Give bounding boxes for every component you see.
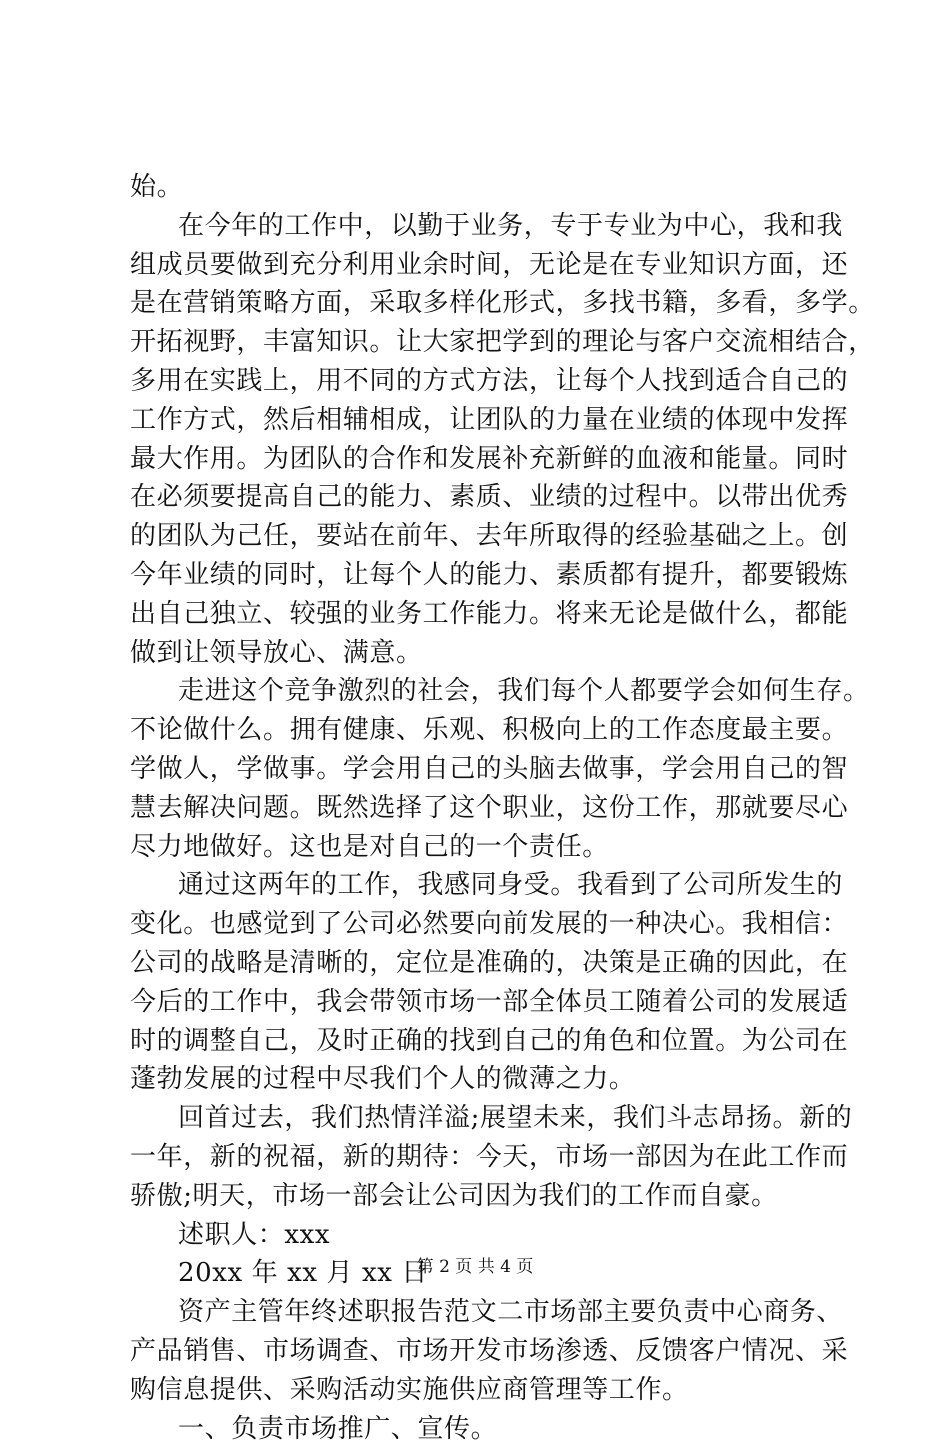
text-line: 做到让领导放心、满意。 <box>130 634 830 673</box>
page-number: 第 2 页 共 4 页 <box>0 1255 950 1279</box>
text-line: 是在营销策略方面，采取多样化形式，多找书籍，多看，多学。 <box>130 284 830 323</box>
text-line: 今后的工作中，我会带领市场一部全体员工随着公司的发展适 <box>130 983 830 1022</box>
paragraph-start-line: 资产主管年终述职报告范文二市场部主要负责中心商务、 <box>130 1293 830 1332</box>
paragraph-start-line: 通过这两年的工作，我感同身受。我看到了公司所发生的 <box>130 866 830 905</box>
text-line: 一年，新的祝福，新的期待：今天，市场一部因为在此工作而 <box>130 1138 830 1177</box>
text-line: 购信息提供、采购活动实施供应商管理等工作。 <box>130 1371 830 1410</box>
text-line: 最大作用。为团队的合作和发展补充新鲜的血液和能量。同时 <box>130 440 830 479</box>
text-line: 的团队为己任，要站在前年、去年所取得的经验基础之上。创 <box>130 517 830 556</box>
text-line: 蓬勃发展的过程中尽我们个人的微薄之力。 <box>130 1060 830 1099</box>
paragraph-start-line: 在今年的工作中，以勤于业务，专于专业为中心，我和我 <box>130 207 830 246</box>
text-line: 慧去解决问题。既然选择了这个职业，这份工作，那就要尽心 <box>130 789 830 828</box>
text-line: 今年业绩的同时，让每个人的能力、素质都有提升，都要锻炼 <box>130 556 830 595</box>
section-heading-line: 一、负责市场推广、宣传。 <box>130 1410 830 1448</box>
paragraph-start-line: 回首过去，我们热情洋溢;展望未来，我们斗志昂扬。新的 <box>130 1099 830 1138</box>
text-line: 骄傲;明天，市场一部会让公司因为我们的工作而自豪。 <box>130 1177 830 1216</box>
text-line: 不论做什么。拥有健康、乐观、积极向上的工作态度最主要。 <box>130 711 830 750</box>
text-line: 始。 <box>130 168 830 207</box>
text-line: 学做人，学做事。学会用自己的头脑去做事，学会用自己的智 <box>130 750 830 789</box>
text-line: 尽力地做好。这也是对自己的一个责任。 <box>130 828 830 867</box>
paragraph-start-line: 走进这个竞争激烈的社会，我们每个人都要学会如何生存。 <box>130 672 830 711</box>
text-line: 开拓视野，丰富知识。让大家把学到的理论与客户交流相结合， <box>130 323 830 362</box>
text-line: 组成员要做到充分利用业余时间，无论是在专业知识方面，还 <box>130 246 830 285</box>
text-line: 多用在实践上，用不同的方式方法，让每个人找到适合自己的 <box>130 362 830 401</box>
date-line: 20xx 年 xx 月 xx 日 <box>130 1254 830 1293</box>
text-line: 时的调整自己，及时正确的找到自己的角色和位置。为公司在 <box>130 1022 830 1061</box>
text-line: 工作方式，然后相辅相成，让团队的力量在业绩的体现中发挥 <box>130 401 830 440</box>
signature-line: 述职人：xxx <box>130 1216 830 1255</box>
text-line: 公司的战略是清晰的，定位是准确的，决策是正确的因此，在 <box>130 944 830 983</box>
text-line: 产品销售、市场调查、市场开发市场渗透、反馈客户情况、采 <box>130 1332 830 1371</box>
text-line: 在必须要提高自己的能力、素质、业绩的过程中。以带出优秀 <box>130 478 830 517</box>
text-line: 出自己独立、较强的业务工作能力。将来无论是做什么，都能 <box>130 595 830 634</box>
text-line: 变化。也感觉到了公司必然要向前发展的一种决心。我相信： <box>130 905 830 944</box>
